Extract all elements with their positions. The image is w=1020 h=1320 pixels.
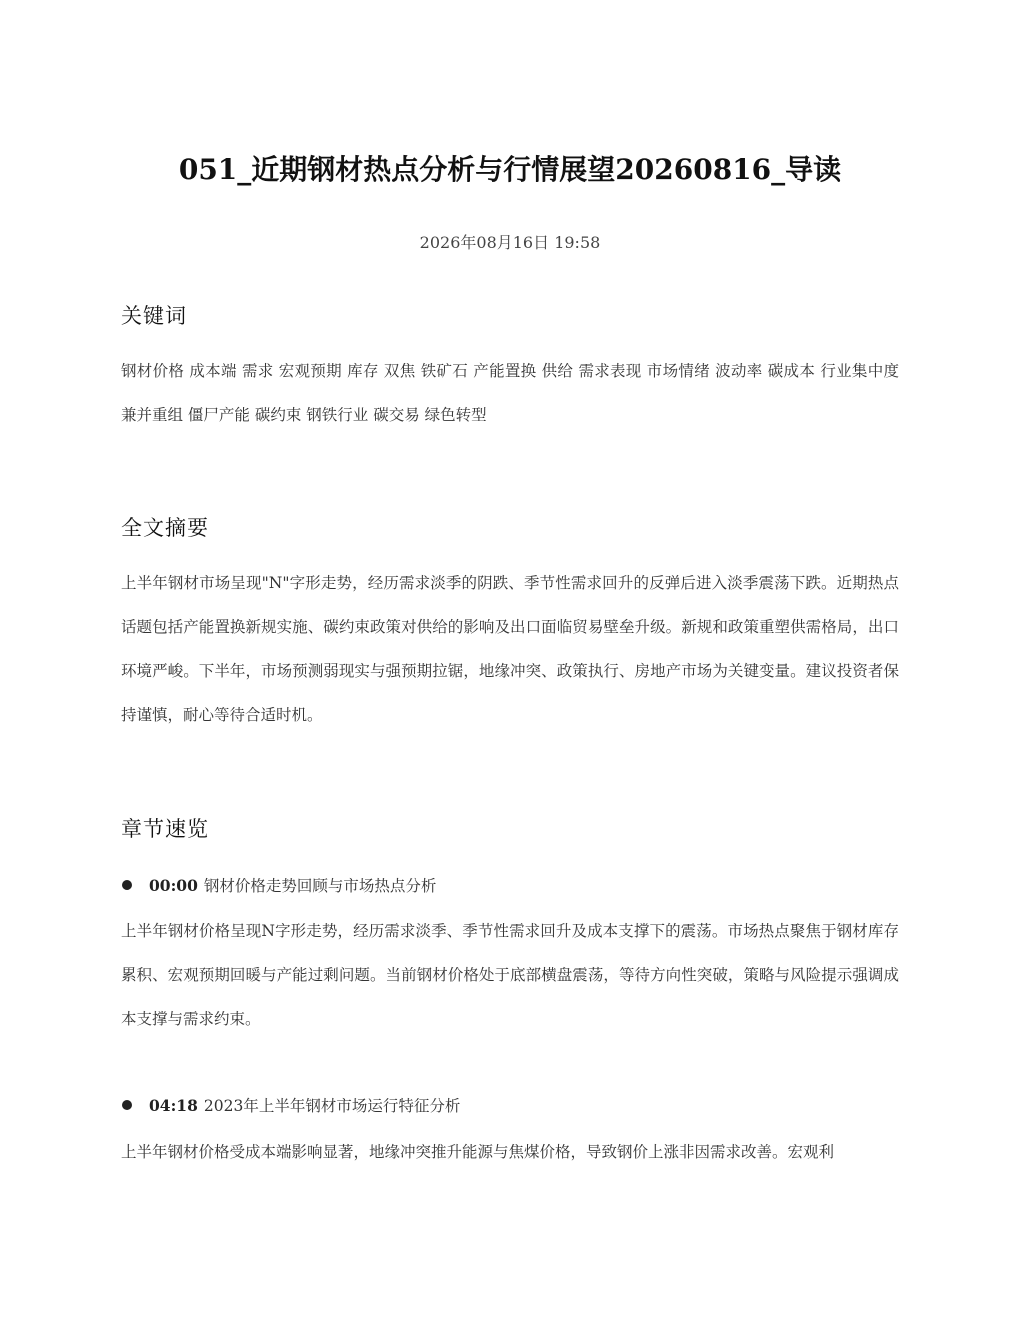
chapter-title: 钢材价格走势回顾与市场热点分析 [203,877,437,895]
page-title: 051_近期钢材热点分析与行情展望20260816_导读 [178,153,842,186]
chapter-item-header [121,872,899,898]
chapter-summary: 上半年钢材价格受成本端影响显著，地缘冲突推升能源与焦煤价格，导致钢价上涨非因需求改善。宏观利 [121,1143,835,1161]
bullet-icon [122,880,132,890]
chapter-item-header [121,1092,899,1118]
keywords-list: 钢材价格 成本端 需求 宏观预期 库存 双焦 铁矿石 产能置换 供给 需求表现 市场情绪 波动率 碳成本 行业集中度 兼并重组 僵尸产能 碳约束 钢铁行业 碳交易 绿色转型 [121,362,899,424]
chapter-timestamp: 04:18 [149,1095,198,1115]
chapter-title: 2023年上半年钢材市场运行特征分析 [203,1097,461,1115]
summary-heading: 全文摘要 [121,516,209,540]
bullet-icon [122,1100,132,1110]
keywords-heading: 关键词 [121,304,187,328]
publish-date: 2026年08月16日 19:58 [419,233,601,252]
chapter-summary: 上半年钢材价格呈现N字形走势，经历需求淡季、季节性需求回升及成本支撑下的震荡。市场热点聚焦于钢材库存累积、宏观预期回暖与产能过剩问题。当前钢材价格处于底部横盘震荡，等待方向性突破，策略与风险提示强调成本支撑与需求约束。 [121,922,899,1028]
summary-text: 上半年钢材市场呈现"N"字形走势，经历需求淡季的阴跌、季节性需求回升的反弹后进入淡季震荡下跌。近期热点话题包括产能置换新规实施、碳约束政策对供给的影响及出口面临贸易壁垒升级。新规和政策重塑供需格局，出口环境严峻。下半年，市场预测弱现实与强预期拉锯，地缘冲突、政策执行、房地产市场为关键变量。建议投资者保持谨慎，耐心等待合适时机。 [121,574,899,724]
chapters-heading: 章节速览 [121,817,209,841]
chapter-timestamp: 00:00 [149,875,198,895]
